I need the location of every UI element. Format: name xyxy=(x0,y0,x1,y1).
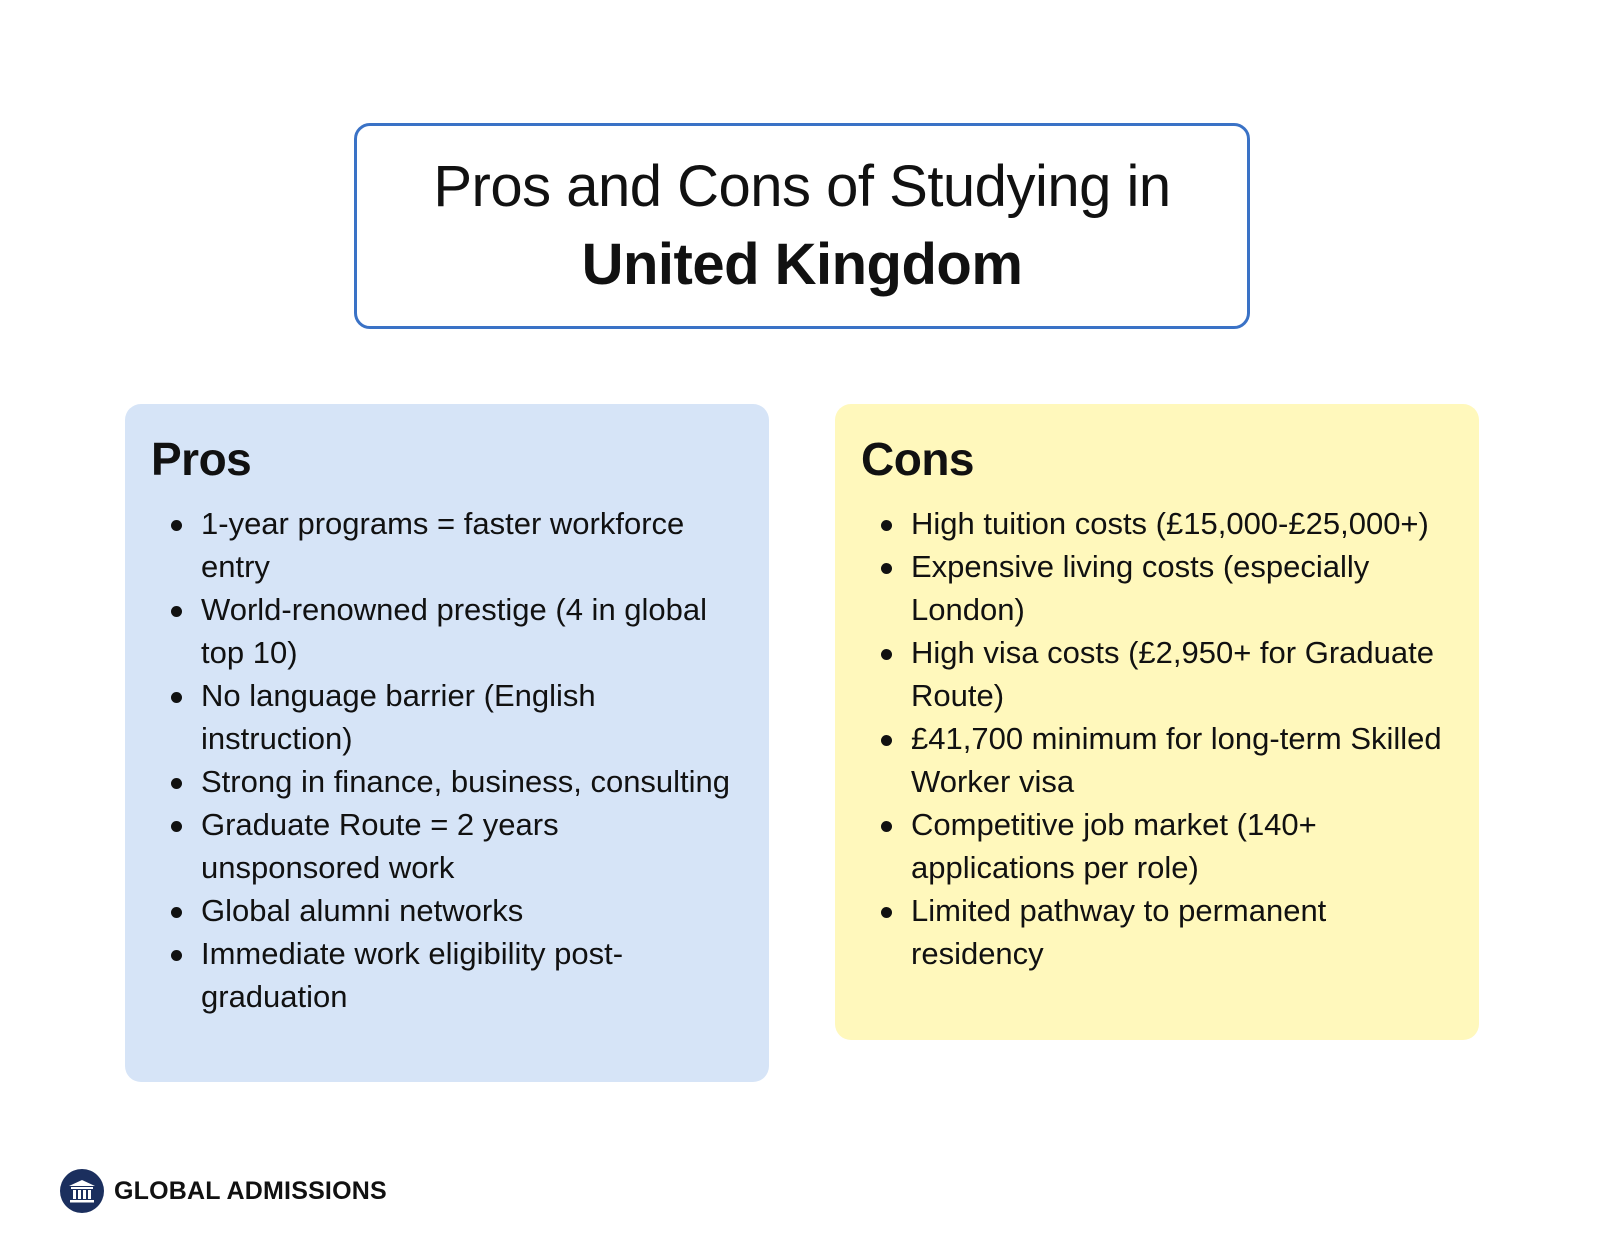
pros-item-text: 1-year programs = faster workforce entry xyxy=(201,506,685,584)
cons-item-text: £41,700 minimum for long-term Skilled Worker visa xyxy=(911,721,1442,799)
cons-list xyxy=(861,502,1453,975)
bullet-icon xyxy=(881,907,892,918)
bullet-icon xyxy=(171,520,182,531)
cons-item-text: High tuition costs (£15,000-£25,000+) xyxy=(911,506,1429,541)
title-box xyxy=(354,123,1250,329)
pros-card xyxy=(125,404,769,1082)
list-item xyxy=(201,674,743,760)
list-item xyxy=(911,889,1453,975)
bullet-icon xyxy=(171,907,182,918)
list-item xyxy=(911,803,1453,889)
cons-heading: Cons xyxy=(861,433,974,485)
bullet-icon xyxy=(171,692,182,703)
pros-item-text: World-renowned prestige (4 in global top 10) xyxy=(201,592,708,670)
cons-card xyxy=(835,404,1479,1040)
page-title-line1: Pros and Cons of Studying in xyxy=(433,154,1171,219)
list-item xyxy=(911,631,1453,717)
brand-name: GLOBAL ADMISSIONS xyxy=(114,1176,387,1205)
bullet-icon xyxy=(171,778,182,789)
list-item xyxy=(911,545,1453,631)
list-item xyxy=(201,588,743,674)
bullet-icon xyxy=(881,563,892,574)
bullet-icon xyxy=(881,649,892,660)
pros-item-text: Immediate work eligibility post-graduation xyxy=(201,936,624,1014)
bullet-icon xyxy=(171,950,182,961)
cons-item-text: Expensive living costs (especially London) xyxy=(911,549,1370,627)
list-item xyxy=(911,502,1453,545)
list-item xyxy=(201,760,743,803)
pros-item-text: Global alumni networks xyxy=(201,893,524,928)
building-columns-icon xyxy=(60,1169,104,1213)
footer-brand xyxy=(60,1168,387,1214)
pros-item-text: No language barrier (English instruction) xyxy=(201,678,596,756)
list-item xyxy=(911,717,1453,803)
cons-item-text: Competitive job market (140+ applications per role) xyxy=(911,807,1317,885)
pros-item-text: Graduate Route = 2 years unsponsored work xyxy=(201,807,559,885)
pros-list xyxy=(151,502,743,1018)
bullet-icon xyxy=(881,735,892,746)
list-item xyxy=(201,932,743,1018)
list-item xyxy=(201,502,743,588)
cons-item-text: Limited pathway to permanent residency xyxy=(911,893,1327,971)
list-item xyxy=(201,803,743,889)
bullet-icon xyxy=(881,520,892,531)
page-title-country: United Kingdom xyxy=(581,232,1023,297)
bullet-icon xyxy=(171,821,182,832)
bullet-icon xyxy=(171,606,182,617)
list-item xyxy=(201,889,743,932)
pros-heading: Pros xyxy=(151,433,252,485)
pros-item-text: Strong in finance, business, consulting xyxy=(201,764,731,799)
bullet-icon xyxy=(881,821,892,832)
cons-item-text: High visa costs (£2,950+ for Graduate Route) xyxy=(911,635,1434,713)
